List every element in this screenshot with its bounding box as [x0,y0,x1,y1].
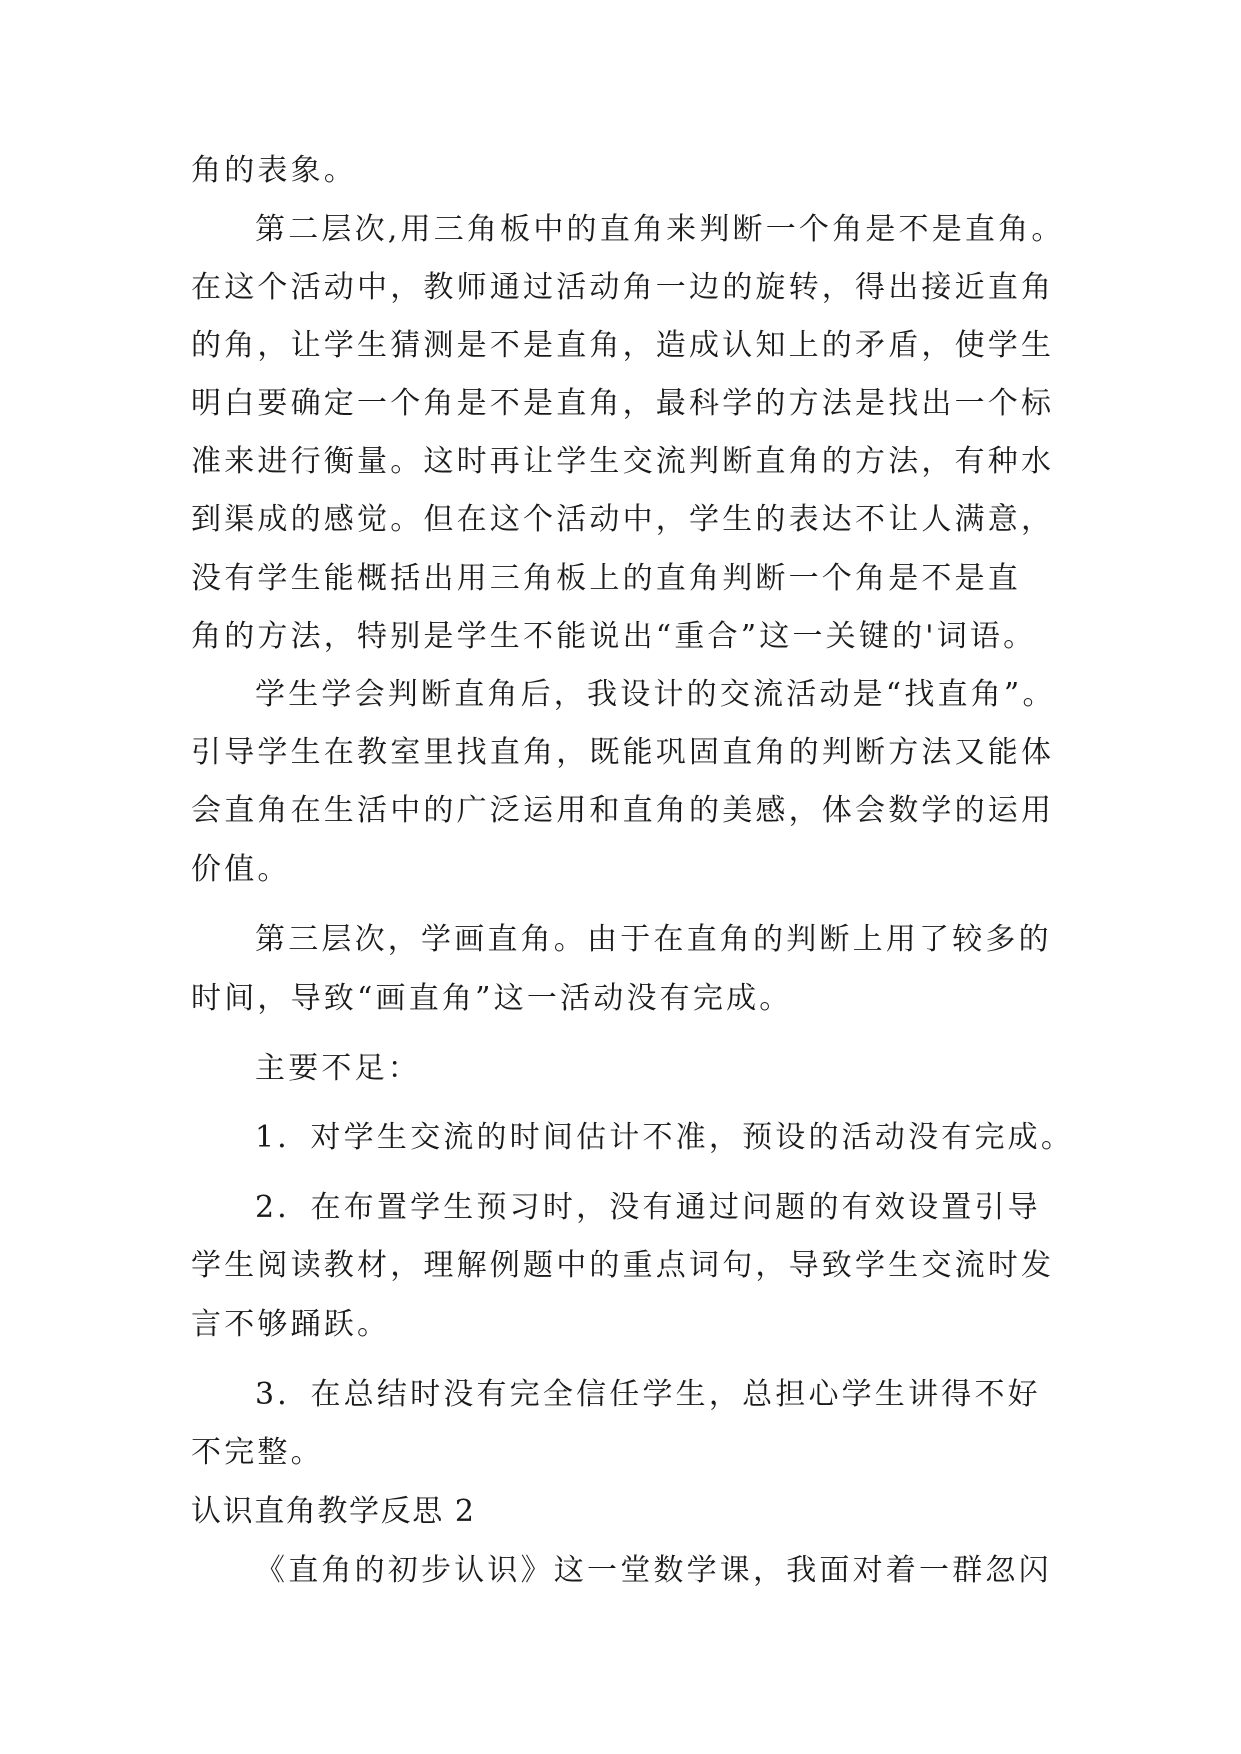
text-line: 角的表象。 [191,153,357,188]
text-line: 的角，让学生猜测是不是直角，造成认知上的矛盾，使学生 [191,328,1055,363]
text-line: 不完整。 [191,1435,324,1470]
paragraph-first-line: 第二层次,用三角板中的直角来判断一个角是不是直角。 [255,212,1065,247]
text-line: 会直角在生活中的广泛运用和直角的美感，体会数学的运用 [191,793,1055,828]
text-line: 价值。 [191,852,291,887]
text-line: 时间，导致“画直角”这一活动没有完成。 [191,981,793,1016]
paragraph-first-line: 《直角的初步认识》这一堂数学课，我面对着一群忽闪 [255,1553,1052,1588]
text-line: 在这个活动中，教师通过活动角一边的旋转，得出接近直角 [191,270,1055,305]
paragraph-first-line: 第三层次，学画直角。由于在直角的判断上用了较多的 [255,922,1052,957]
list-item: 3．在总结时没有完全信任学生，总担心学生讲得不好 [255,1377,1041,1412]
section-heading: 认识直角教学反思 2 [191,1494,476,1529]
text-line: 言不够踊跃。 [191,1307,391,1342]
text-line: 准来进行衡量。这时再让学生交流判断直角的方法，有种水 [191,444,1055,479]
text-line: 到渠成的感觉。但在这个活动中，学生的表达不让人满意， [191,502,1055,537]
text-line: 学生阅读教材，理解例题中的重点词句，导致学生交流时发 [191,1248,1055,1283]
text-line: 引导学生在教室里找直角，既能巩固直角的判断方法又能体 [191,735,1055,770]
text-line: 角的方法，特别是学生不能说出“重合”这一关键的'词语。 [191,619,1037,654]
text-line: 明白要确定一个角是不是直角，最科学的方法是找出一个标 [191,386,1055,421]
list-item: 2．在布置学生预习时，没有通过问题的有效设置引导 [255,1190,1041,1225]
paragraph-first-line: 主要不足： [255,1051,421,1086]
text-line: 没有学生能概括出用三角板上的直角判断一个角是不是直 [191,561,1021,596]
paragraph-first-line: 学生学会判断直角后，我设计的交流活动是“找直角”。 [255,677,1056,712]
list-item: 1．对学生交流的时间估计不准，预设的活动没有完成。 [255,1120,1075,1155]
